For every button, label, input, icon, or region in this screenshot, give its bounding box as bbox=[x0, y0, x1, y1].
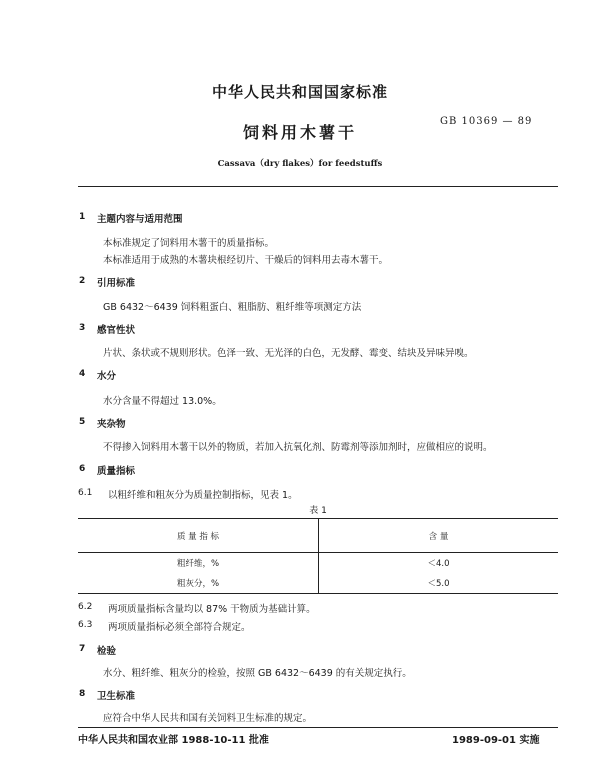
section-2-number: 2 bbox=[79, 276, 86, 286]
section-8-number: 8 bbox=[79, 689, 86, 699]
section-8-title: 卫生标准 bbox=[97, 691, 136, 702]
table-header-value: 含 量 bbox=[319, 519, 559, 553]
section-7-number: 7 bbox=[79, 644, 86, 654]
section-8-line-1: 应符合中华人民共和国有关饲料卫生标准的规定。 bbox=[103, 713, 313, 724]
section-3-title: 感官性状 bbox=[97, 325, 136, 336]
section-3-number: 3 bbox=[79, 323, 86, 333]
subsection-6-3-number: 6.3 bbox=[78, 620, 93, 630]
footer-divider bbox=[78, 727, 558, 728]
section-1-line-1: 本标准规定了饲料用木薯干的质量指标。 bbox=[103, 238, 275, 249]
title-divider bbox=[78, 186, 558, 187]
implementation-note: 1989-09-01 实施 bbox=[452, 735, 540, 746]
table-caption: 表 1 bbox=[309, 506, 327, 516]
quality-index-table bbox=[78, 518, 558, 594]
section-4-number: 4 bbox=[79, 369, 86, 379]
table-header-row bbox=[78, 519, 558, 553]
section-1-line-2: 本标准适用于成熟的木薯块根经切片、干燥后的饲料用去毒木薯干。 bbox=[103, 255, 389, 266]
table-cell-item: 粗灰分，% bbox=[78, 573, 319, 594]
subsection-6-1-number: 6.1 bbox=[78, 488, 93, 498]
section-1-number: 1 bbox=[79, 212, 86, 222]
subsection-6-2-text: 两项质量指标含量均以 87% 干物质为基础计算。 bbox=[108, 604, 316, 615]
section-5-title: 夹杂物 bbox=[97, 419, 126, 430]
table-cell-item: 粗纤维，% bbox=[78, 553, 319, 574]
table-cell-value: ＜4.0 bbox=[427, 559, 450, 569]
subsection-6-2-number: 6.2 bbox=[78, 602, 93, 612]
table-row bbox=[78, 553, 558, 574]
subsection-6-1-text: 以粗纤维和粗灰分为质量控制指标，见表 1。 bbox=[108, 490, 298, 501]
section-5-number: 5 bbox=[79, 417, 86, 427]
subsection-6-3-text: 两项质量指标必须全部符合规定。 bbox=[108, 622, 251, 633]
document-title: 饲料用木薯干 bbox=[242, 123, 357, 142]
english-title: Cassava（dry flakes）for feedstuffs bbox=[217, 159, 383, 169]
table-cell-value: ＜5.0 bbox=[319, 573, 559, 594]
section-4-title: 水分 bbox=[97, 371, 117, 382]
section-1-title: 主题内容与适用范围 bbox=[97, 214, 183, 225]
gb-code: GB 10369 — 89 bbox=[440, 116, 533, 127]
section-2-title: 引用标准 bbox=[97, 278, 136, 289]
table-row bbox=[78, 573, 558, 594]
section-7-title: 检验 bbox=[97, 646, 117, 657]
table-header-item: 质 量 指 标 bbox=[78, 519, 319, 553]
approval-note: 中华人民共和国农业部 1988-10-11 批准 bbox=[78, 735, 269, 746]
section-2-line-1: GB 6432～6439 饲料粗蛋白、粗脂肪、粗纤维等项测定方法 bbox=[103, 302, 362, 313]
section-6-number: 6 bbox=[79, 464, 86, 474]
section-6-title: 质量指标 bbox=[97, 466, 136, 477]
national-standard-heading: 中华人民共和国国家标准 bbox=[211, 83, 388, 101]
section-5-line-1: 不得掺入饲料用木薯干以外的物质，若加入抗氧化剂、防霉剂等添加剂时，应做相应的说明。 bbox=[103, 442, 493, 453]
section-4-line-1: 水分含量不得超过 13.0%。 bbox=[103, 396, 222, 407]
section-3-line-1: 片状、条状或不规则形状。色泽一致、无光泽的白色，无发酵、霉变、结块及异味异嗅。 bbox=[103, 348, 474, 359]
section-7-line-1: 水分、粗纤维、粗灰分的检验，按照 GB 6432～6439 的有关规定执行。 bbox=[103, 668, 412, 679]
